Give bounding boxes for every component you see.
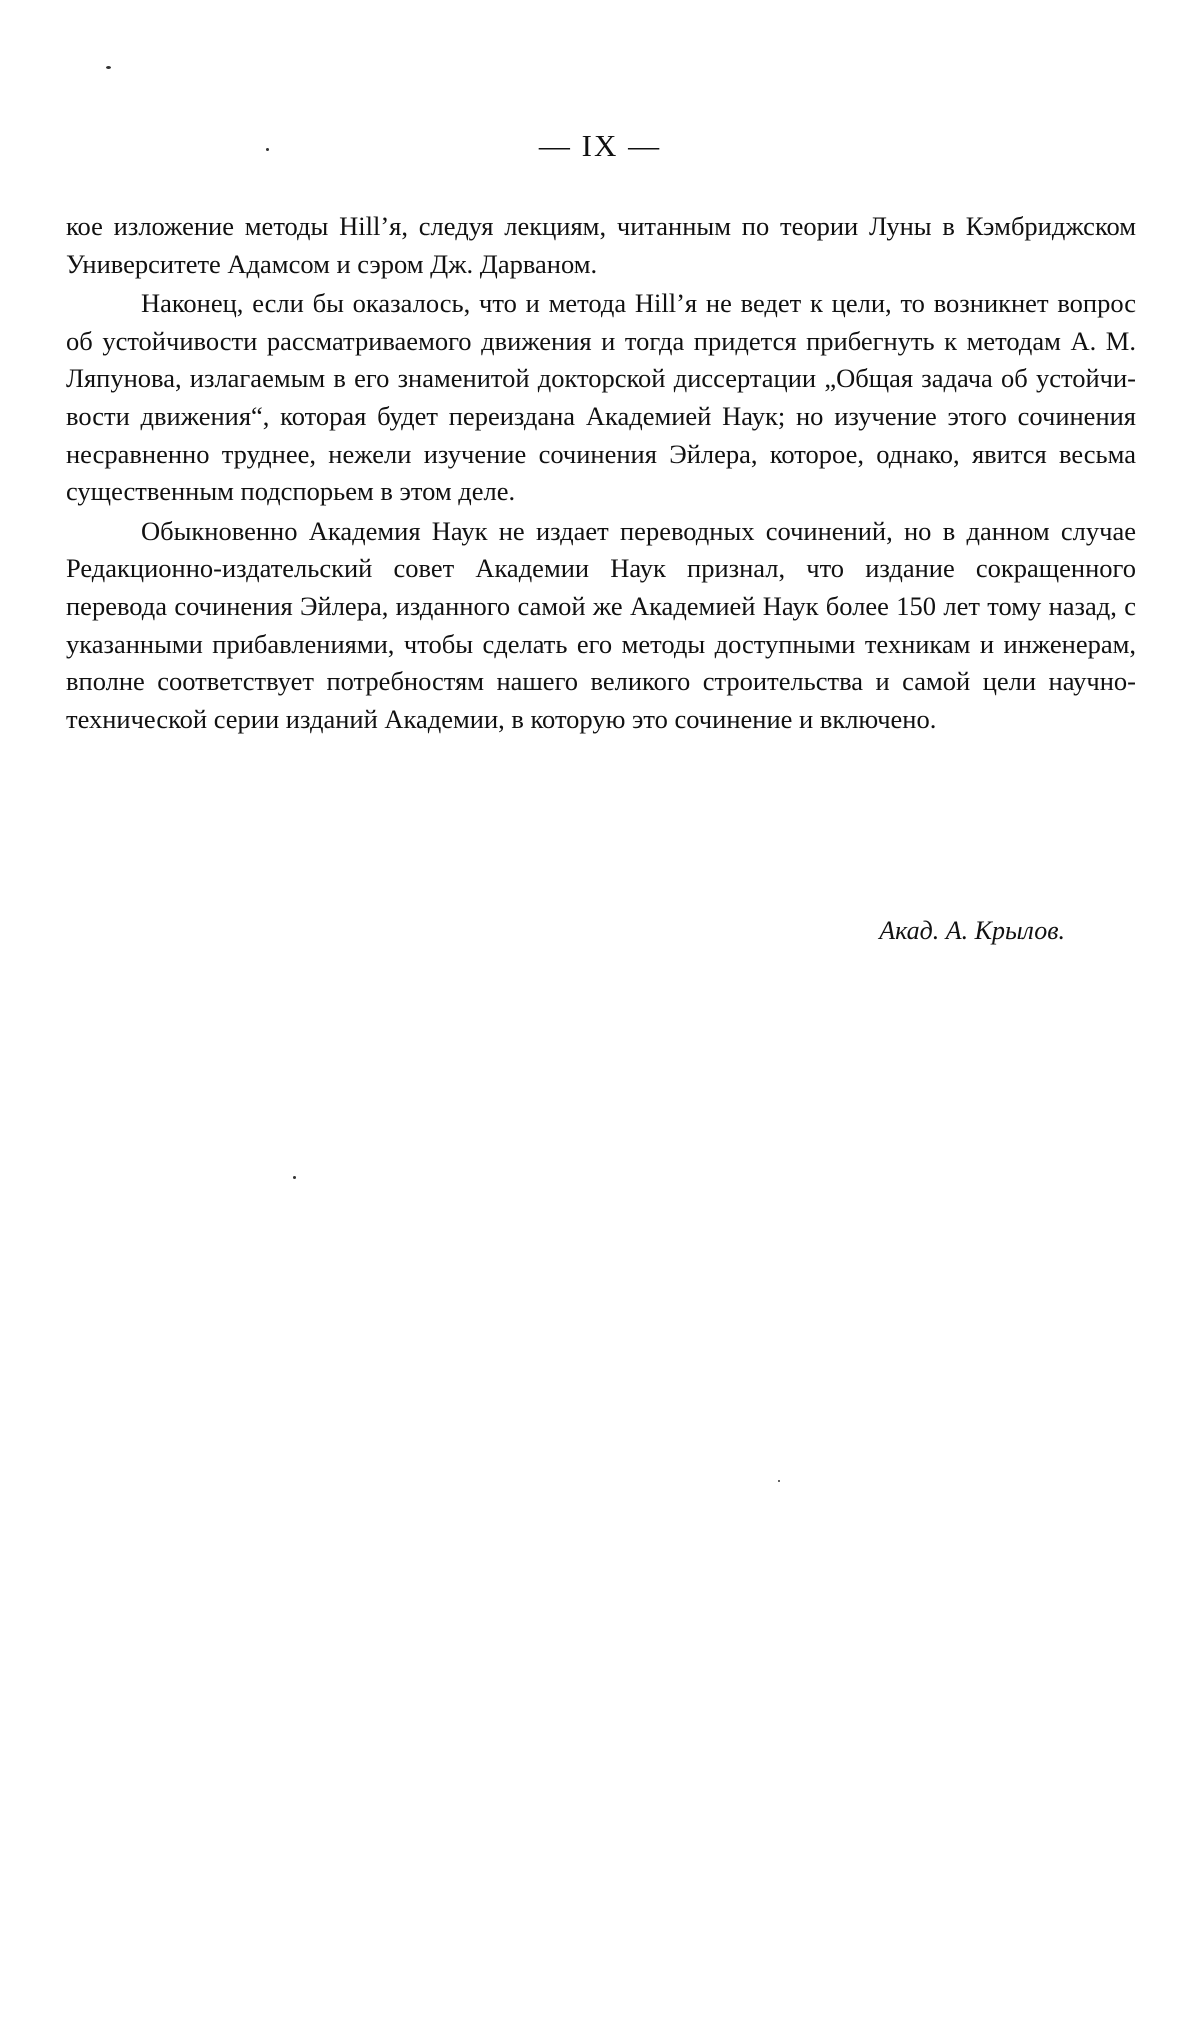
paragraph-academy: Обыкновенно Академия Наук не издает переводных сочинений, но в данном случае Редакционно-издательский совет Академии Наук признал, что издание сокращенного перевода сочинения Эйлера, изданного самой же Академией Наук более 150 лет тому назад, с указанными прибавлениями, чтобы сделать его методы доступными техникам и инженерам, вполне соответствует потребностям нашего великого строительства и самой цели научно-технической серии изданий Академии, в которую это сочинение и включено. bbox=[66, 515, 1136, 734]
signature: Акад. А. Крылов. bbox=[879, 916, 1065, 945]
body-text bbox=[66, 208, 1136, 738]
scan-speck bbox=[266, 148, 269, 151]
scan-speck bbox=[293, 1176, 296, 1179]
paragraph-continued: кое изложение методы Hill’я, следуя лекциям, читанным по теории Луны в Кэмбриджском Университете Адамсом и сэром Дж. Дарваном. bbox=[66, 211, 1136, 279]
scan-speck bbox=[778, 1480, 780, 1482]
paragraph-lyapunov: Наконец, если бы оказалось, что и метода Hill’я не ведет к цели, то возникнет вопрос об устойчивости рассматриваемого движения и тогда придется прибегнуть к методам А. М. Ляпунова, излагаемым в его знаменитой докторской диссертации „Общая задача об устойчивости движения“, которая будет переиздана Академией Наук; но изучение этого сочинения несравненно труднее, нежели изучение сочинения Эйлера, которое, однако, явится весьма существенным подспорьем в этом деле. bbox=[66, 288, 1136, 507]
page-number: — IX — bbox=[538, 128, 662, 163]
scan-speck bbox=[106, 66, 111, 69]
